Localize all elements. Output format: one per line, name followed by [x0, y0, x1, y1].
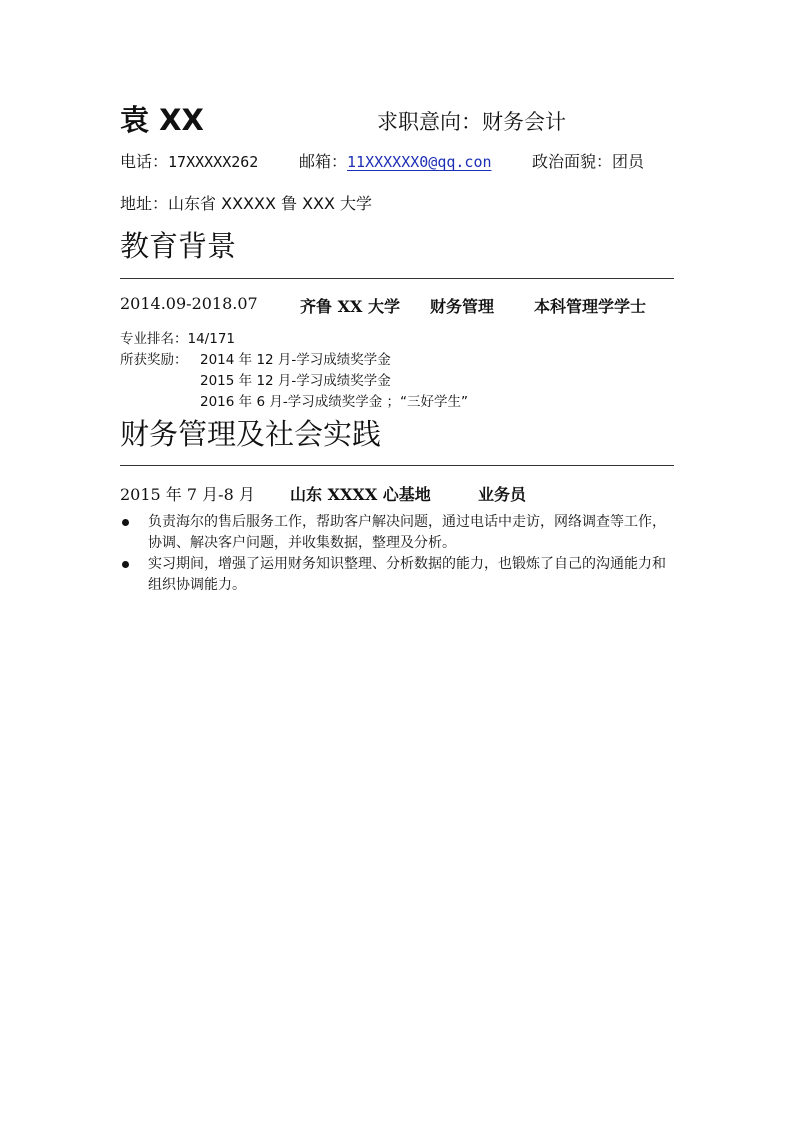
rank-value: 14/171 [187, 331, 235, 347]
job-intent: 求职意向：财务会计 [377, 110, 566, 134]
rank-line [120, 327, 235, 347]
awards-label: 所获奖励： [120, 352, 188, 368]
email-field [299, 149, 492, 172]
award-item: 2014 年 12 月-学习成绩奖学金 [200, 352, 391, 368]
education-degree: 本科管理学学士 [534, 297, 647, 316]
education-major: 财务管理 [430, 297, 495, 316]
practice-divider [120, 465, 674, 466]
address-label: 地址： [120, 194, 169, 213]
bullet-icon [122, 519, 129, 526]
phone-value: 17XXXXX262 [168, 153, 259, 171]
address-value: 山东省 XXXXX 鲁 XXX 大学 [168, 194, 373, 213]
practice-period: 2015 年 7 月-8 月 [120, 485, 255, 504]
politics-label: 政治面貌： [532, 152, 613, 171]
bullet-icon [122, 561, 129, 568]
politics-value: 团员 [612, 152, 645, 171]
politics-field [532, 149, 644, 172]
practice-bullet: 实习期间，增强了运用财务知识整理、分析数据的能力，也锻炼了自己的沟通能力和组织协调能力。 [148, 556, 666, 593]
phone-label: 电话： [120, 152, 169, 171]
education-section-title: 教育背景 [120, 229, 237, 263]
practice-org: 山东 XXXX 心基地 [290, 485, 431, 504]
education-period: 2014.09-2018.07 [120, 294, 258, 313]
phone-field [120, 149, 258, 172]
education-school: 齐鲁 XX 大学 [300, 297, 400, 316]
award-item: 2015 年 12 月-学习成绩奖学金 [200, 373, 391, 389]
practice-role: 业务员 [478, 485, 527, 504]
practice-bullet: 负责海尔的售后服务工作，帮助客户解决问题，通过电话中走访，网络调查等工作，协调、解决客户问题，并收集数据，整理及分析。 [148, 514, 666, 551]
rank-label: 专业排名： [120, 331, 188, 347]
address-field [120, 191, 372, 214]
award-item: 2016 年 6 月-学习成绩奖学金 ；“三好学生” [200, 394, 468, 410]
email-label: 邮箱： [299, 152, 348, 171]
candidate-name: 袁 XX [120, 103, 204, 137]
practice-section-title: 财务管理及社会实践 [120, 417, 382, 451]
education-divider [120, 278, 674, 279]
email-link[interactable]: 11XXXXXX0@qq.con [347, 153, 492, 171]
